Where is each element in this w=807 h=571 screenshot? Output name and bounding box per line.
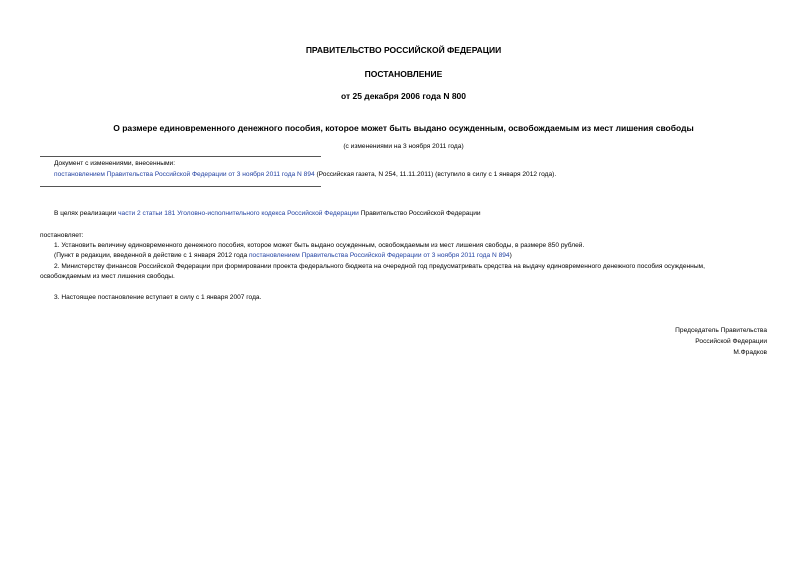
item-2-line-1: 2. Министерству финансов Российской Федерации при формировании проекта федерального бюджета на очередной год предусматривать средства на выдачу единовременного денежного пособия осужденным, bbox=[54, 263, 705, 270]
changes-tail: (Российская газета, N 254, 11.11.2011) (вступило в силу с 1 января 2012 года). bbox=[314, 171, 557, 178]
date-number-heading: от 25 декабря 2006 года N 800 bbox=[340, 91, 467, 101]
item-1-amendment-link[interactable]: постановлением Правительства Российской Федерации от 3 ноября 2011 года N 894 bbox=[248, 252, 510, 259]
doc-type-heading: ПОСТАНОВЛЕНИЕ bbox=[364, 69, 443, 79]
decrees-word: постановляет: bbox=[40, 232, 84, 239]
preamble: В целях реализации части 2 статьи 181 Уголовно-исполнительного кодекса Российской Федерации Правительство Российской Федерации bbox=[54, 210, 481, 217]
item-1-note: (Пункт в редакции, введенной в действие с 1 января 2012 года постановлением Правительства Российской Федерации от 3 ноября 2011 года N 894) bbox=[54, 252, 512, 259]
changes-top-divider bbox=[40, 156, 321, 157]
signature-country: Российской Федерации bbox=[695, 338, 767, 345]
signature-name: М.Фрадков bbox=[733, 349, 767, 356]
criminal-code-link[interactable]: части 2 статьи 181 Уголовно-исполнительного кодекса Российской Федерации bbox=[118, 210, 359, 217]
changes-bottom-divider bbox=[40, 186, 321, 187]
item-1: 1. Установить величину единовременного денежного пособия, которое может быть выдано осужденным, освобождаемым из мест лишения свободы, в размере 850 рублей. bbox=[54, 242, 585, 249]
amendment-link[interactable]: постановлением Правительства Российской Федерации от 3 ноября 2011 года N 894 bbox=[54, 171, 315, 178]
amendment-note: (с изменениями на 3 ноября 2011 года) bbox=[343, 143, 464, 150]
signature-position: Председатель Правительства bbox=[675, 327, 767, 334]
item-3: 3. Настоящее постановление вступает в силу с 1 января 2007 года. bbox=[54, 294, 262, 301]
changes-line bbox=[54, 171, 556, 178]
changes-intro: Документ с изменениями, внесенными: bbox=[54, 160, 176, 167]
item-2-line-2: освобождаемым из мест лишения свободы. bbox=[40, 273, 175, 280]
government-heading: ПРАВИТЕЛЬСТВО РОССИЙСКОЙ ФЕДЕРАЦИИ bbox=[305, 45, 502, 55]
signature-block bbox=[675, 325, 767, 358]
document-title: О размере единовременного денежного пособия, которое может быть выдано осужденным, освобождаемым из мест лишения свободы bbox=[113, 123, 694, 133]
